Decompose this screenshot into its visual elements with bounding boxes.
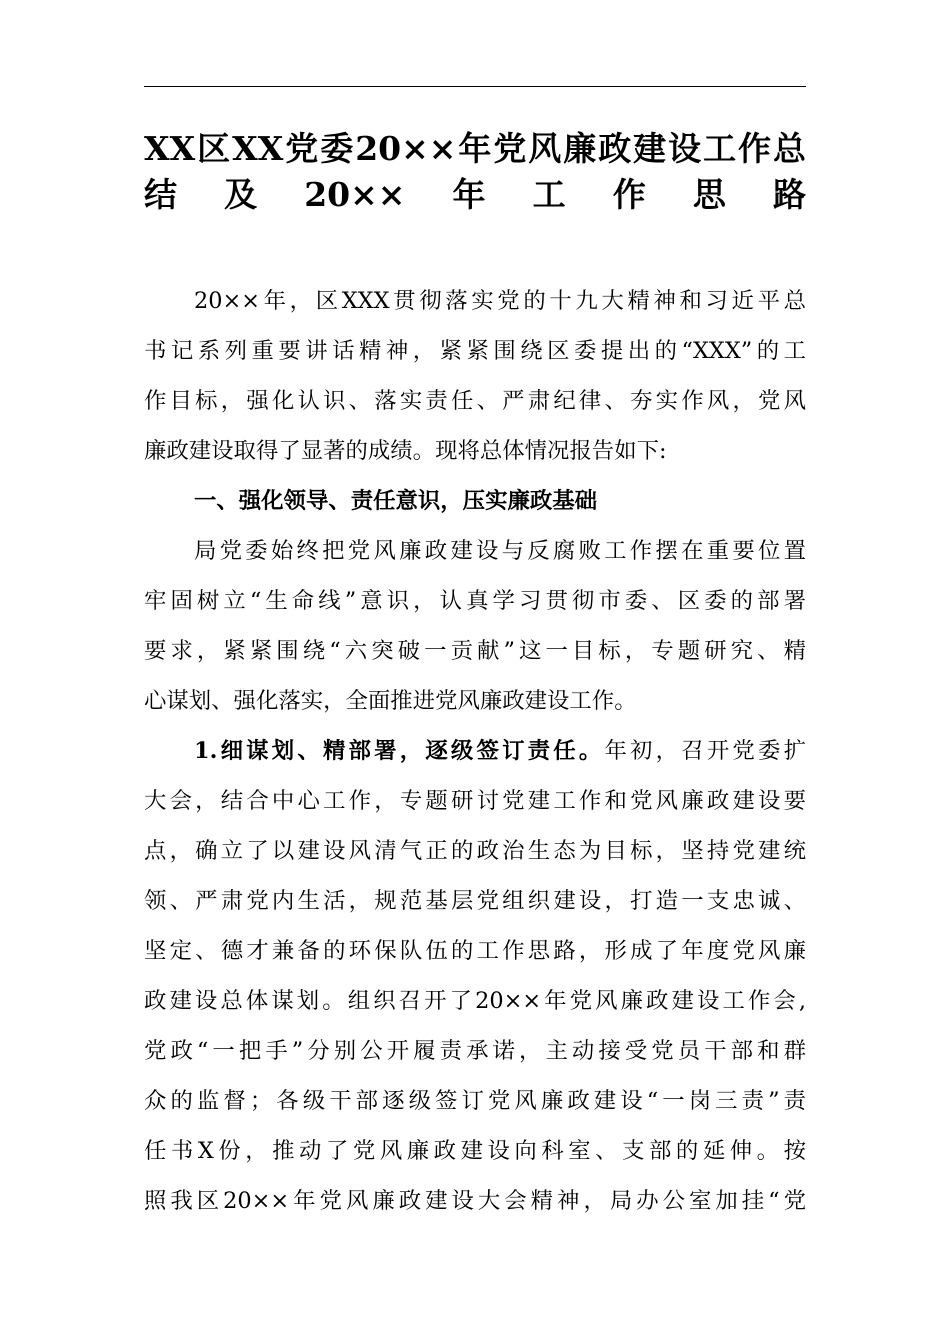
item-lead: 1.细谋划、精部署，逐级签订责任。 [194, 738, 605, 764]
paragraph-line: 20××年，区XXX贯彻落实党的十九大精神和习近平总 [194, 288, 806, 314]
item1-paragraph [144, 726, 806, 1226]
paragraph-line: 坚定、德才兼备的环保队伍的工作思路，形成了年度党风廉 [144, 938, 806, 964]
document-body [144, 276, 806, 1226]
intro-paragraph [144, 276, 806, 476]
paragraph-line: 众的监督；各级干部逐级签订党风廉政建设“一岗三责”责 [144, 1088, 806, 1114]
paragraph-line: 作目标，强化认识、落实责任、严肃纪律、夯实作风，党风 [144, 388, 806, 414]
paragraph-line: 心谋划、强化落实，全面推进党风廉政建设工作。 [144, 688, 637, 714]
paragraph-line: 要求，紧紧围绕“六突破一贡献”这一目标，专题研究、精 [144, 638, 806, 664]
paragraph-line: 政建设总体谋划。组织召开了20××年党风廉政建设工作会, [144, 988, 806, 1014]
paragraph-line: 大会，结合中心工作，专题研讨党建工作和党风廉政建设要 [144, 788, 806, 814]
paragraph-line [144, 726, 806, 776]
section1-paragraph [144, 526, 806, 726]
section-heading: 一、强化领导、责任意识，压实廉政基础 [194, 488, 598, 514]
paragraph-line: 任书X份，推动了党风廉政建设向科室、支部的延伸。按 [144, 1138, 806, 1164]
document-title [144, 126, 806, 218]
paragraph-line: 照我区20××年党风廉政建设大会精神，局办公室加挂“党 [144, 1188, 806, 1214]
paragraph-line: 局党委始终把党风廉政建设与反腐败工作摆在重要位置 [194, 538, 806, 564]
header-rule [144, 86, 806, 87]
paragraph-line: 党政“一把手”分别公开履责承诺，主动接受党员干部和群 [144, 1038, 806, 1064]
item-text: 年初，召开党委扩 [604, 738, 807, 764]
title-line: 结及20××年工作思路 [144, 175, 806, 214]
paragraph-line: 牢固树立“生命线”意识，认真学习贯彻市委、区委的部署 [144, 588, 806, 614]
paragraph-line: 领、严肃党内生活，规范基层党组织建设，打造一支忠诚、 [144, 888, 806, 914]
title-line: XX区XX党委20××年党风廉政建设工作总 [144, 129, 806, 168]
paragraph-line: 廉政建设取得了显著的成绩。现将总体情况报告如下: [144, 438, 667, 464]
paragraph-line: 点，确立了以建设风清气正的政治生态为目标，坚持党建统 [144, 838, 806, 864]
paragraph-line: 书记系列重要讲话精神，紧紧围绕区委提出的“XXX”的工 [144, 338, 806, 364]
